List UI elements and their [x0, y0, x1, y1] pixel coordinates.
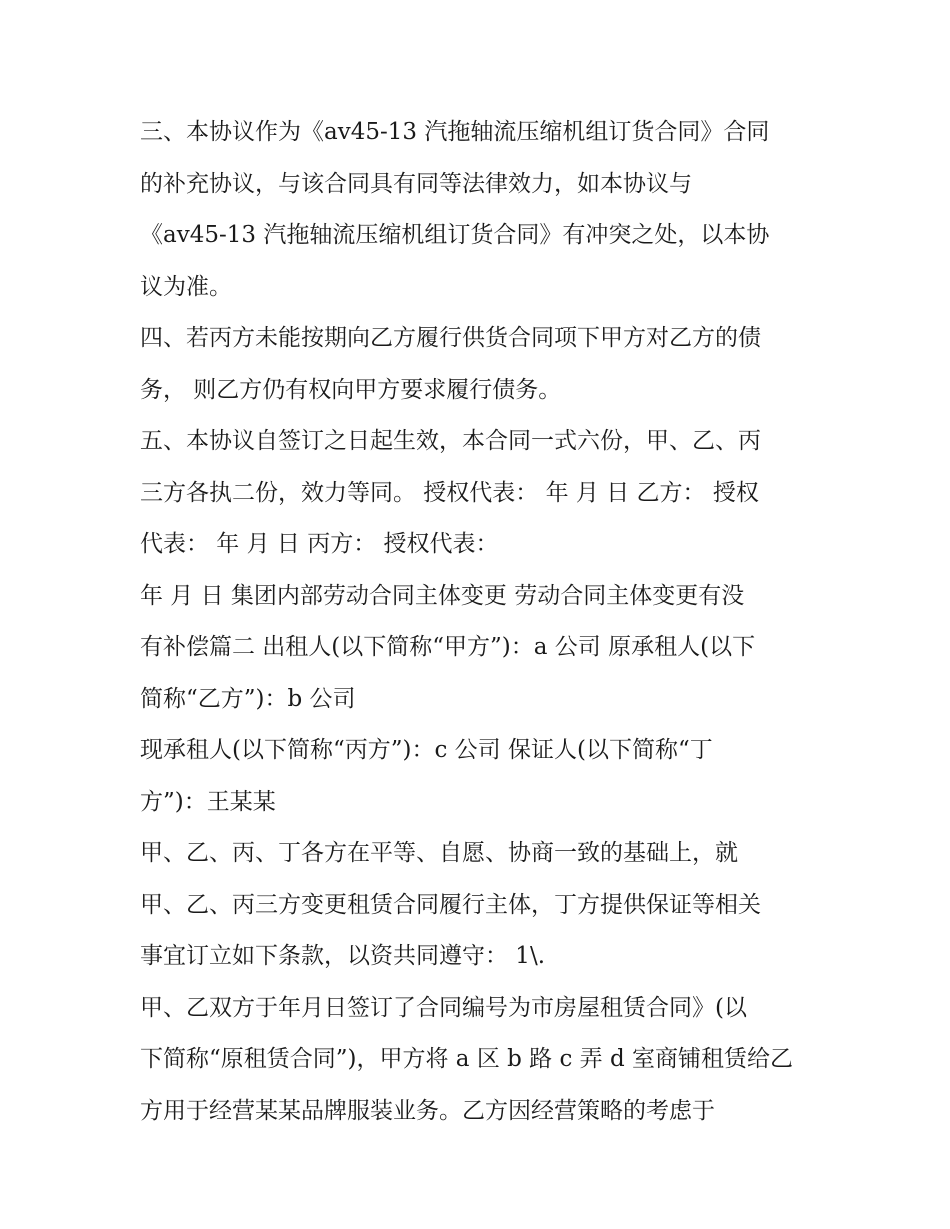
text-line: 简称“乙方”)：b 公司 [140, 685, 356, 712]
text-line: 四、若丙方未能按期向乙方履行供货合同项下甲方对乙方的债 [140, 325, 761, 351]
document-body [140, 107, 820, 1137]
text-line: 方用于经营某某品牌服装业务。乙方因经营策略的考虑于 [140, 1097, 715, 1124]
text-line: 有补偿篇二 出租人(以下简称“甲方”)：a 公司 原承租人(以下 [140, 634, 756, 660]
text-line: 代表： 年 月 日 丙方： 授权代表： [140, 531, 499, 557]
text-line: 务， 则乙方仍有权向甲方要求履行债务。 [140, 376, 562, 403]
text-line: 年 月 日 集团内部劳动合同主体变更 劳动合同主体变更有没 [140, 582, 745, 609]
text-line: 议为准。 [140, 273, 232, 300]
text-line: 事宜订立如下条款，以资共同遵守： 1\. [140, 943, 546, 969]
text-line: 《av45-13 汽拖轴流压缩机组订货合同》有冲突之处，以本协 [140, 222, 770, 248]
text-line: 甲、乙、丙、丁各方在平等、自愿、协商一致的基础上，就 [140, 840, 738, 866]
text-line: 五、本协议自签订之日起生效，本合同一式六份，甲、乙、丙 [140, 428, 761, 454]
text-line: 甲、乙双方于年月日签订了合同编号为市房屋租赁合同》(以 [140, 994, 747, 1021]
text-line: 甲、乙、丙三方变更租赁合同履行主体，丁方提供保证等相关 [140, 891, 761, 918]
text-line: 方”)：王某某 [140, 788, 276, 815]
text-line: 下简称“原租赁合同”)，甲方将 a 区 b 路 c 弄 d 室商铺租赁给乙 [140, 1046, 794, 1072]
text-line: 三方各执二份，效力等同。 授权代表： 年 月 日 乙方： 授权 [140, 479, 759, 506]
text-line: 的补充协议，与该合同具有同等法律效力，如本协议与 [140, 170, 692, 197]
text-line: 三、本协议作为《av45-13 汽拖轴流压缩机组订货合同》合同 [140, 119, 770, 145]
text-line: 现承租人(以下简称“丙方”)：c 公司 保证人(以下简称“丁 [140, 737, 713, 763]
